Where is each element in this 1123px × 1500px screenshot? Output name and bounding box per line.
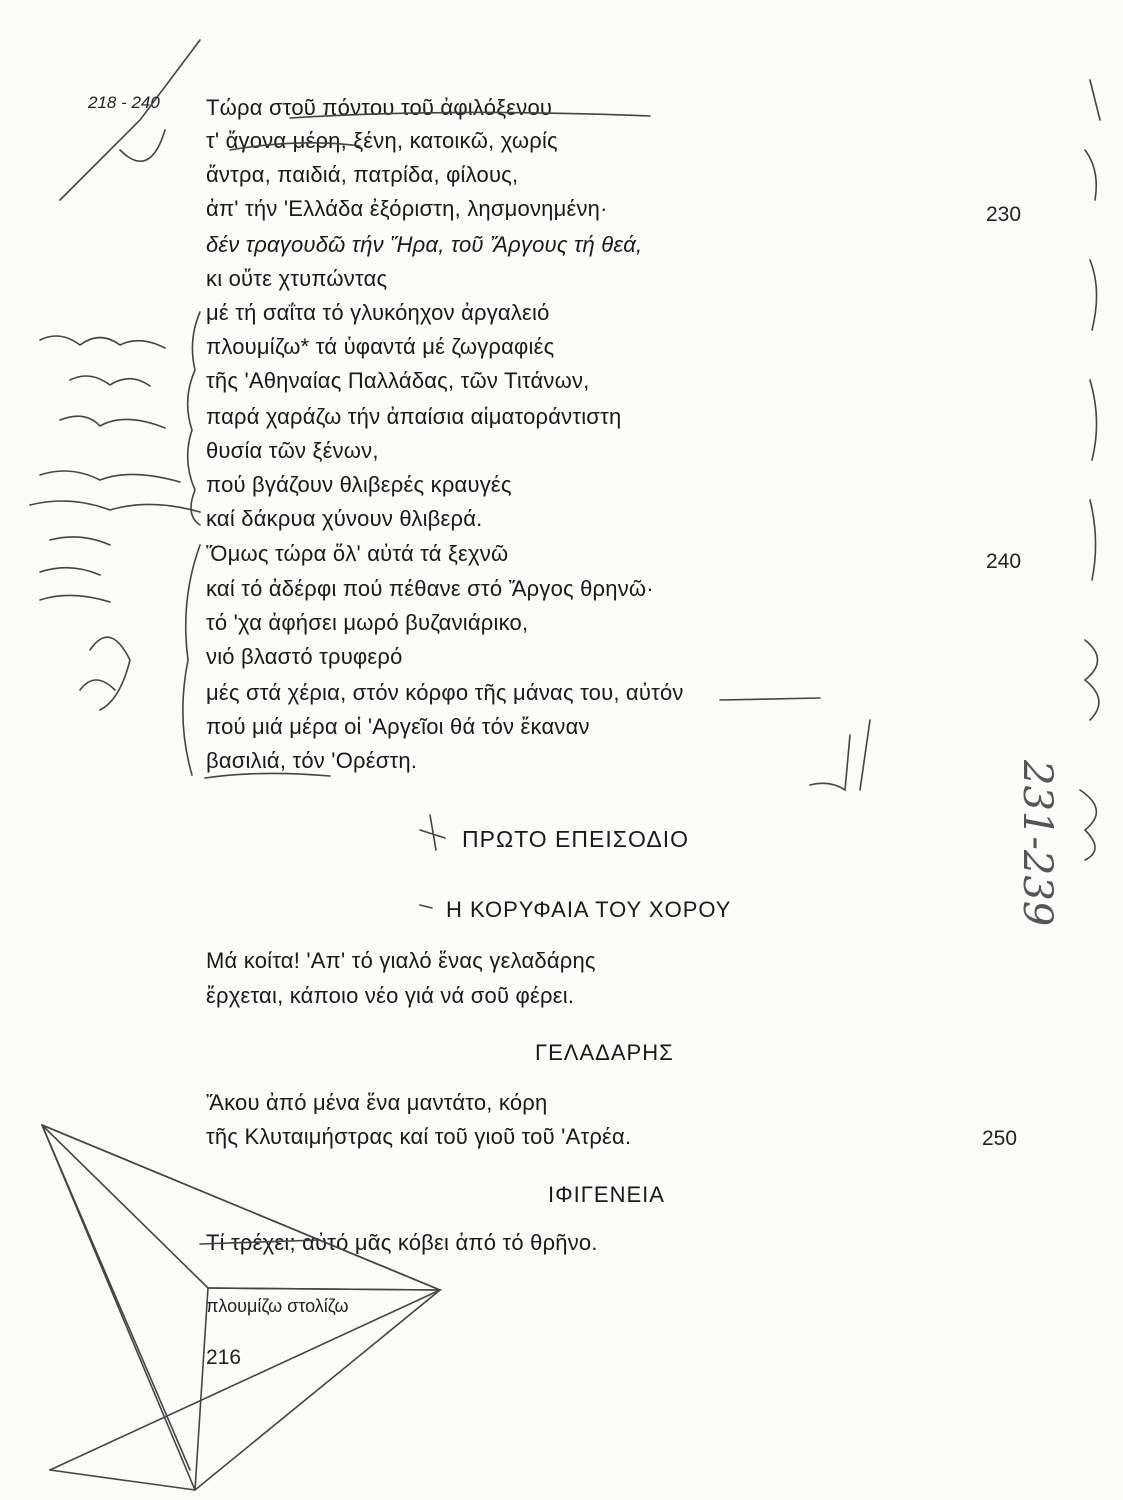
handwritten-margin-range: 231-239	[1014, 760, 1060, 927]
verse-line: πού βγάζουν θλιβερές κραυγές	[206, 472, 512, 497]
page-number: 216	[206, 1346, 242, 1369]
verse-line: ἀπ' τήν 'Ελλάδα ἐξόριστη, λησμονημένη·	[206, 196, 608, 221]
line-number-230: 230	[986, 203, 1022, 226]
verse-line: μές στά χέρια, στόν κόρφο τῆς μάνας του, αὐτόν	[206, 680, 684, 705]
line-range: 218 - 240	[88, 93, 160, 112]
speaker-koryphaia: Η ΚΟΡΥΦΑΙΑ ΤΟΥ ΧΟΡΟΥ	[446, 897, 732, 922]
verse-line: τ' ἄγονα μέρη, ξένη, κατοικῶ, χωρίς	[206, 128, 558, 153]
verse-line: δέν τραγουδῶ τήν Ἥρα, τοῦ Ἄργους τή θεά,	[206, 232, 643, 257]
line-number-240: 240	[986, 550, 1022, 573]
verse-line: κι οὔτε χτυπώντας	[206, 266, 388, 291]
koryphaia-line-1: Μά κοίτα! 'Απ' τό γιαλό ἕνας γελαδάρης	[206, 948, 596, 973]
verse-line: θυσία τῶν ξένων,	[206, 438, 379, 463]
verse-line: τῆς 'Αθηναίας Παλλάδας, τῶν Τιτάνων,	[206, 368, 590, 393]
section-title: ΠΡΩΤΟ ΕΠΕΙΣΟΔΙΟ	[462, 826, 690, 852]
verse-line: νιό βλαστό τρυφερό	[206, 644, 403, 669]
verse-line: Τώρα στοῦ πόντου τοῦ ἀφιλόξενου	[206, 95, 553, 120]
footnote: πλουμίζω στολίζω	[206, 1296, 349, 1316]
koryphaia-line-2: ἔρχεται, κάποιο νέο γιά νά σοῦ φέρει.	[206, 983, 575, 1008]
verse-line: πού μιά μέρα οἱ 'Αργεῖοι θά τόν ἔκαναν	[206, 714, 590, 739]
verse-line: βασιλιά, τόν 'Ορέστη.	[206, 748, 418, 773]
line-number-250: 250	[982, 1127, 1018, 1150]
speaker-geladaris: ΓΕΛΑΔΑΡΗΣ	[535, 1040, 674, 1065]
verse-line: Ὅμως τώρα ὅλ' αὐτά τά ξεχνῶ	[206, 541, 509, 566]
verse-line: ἄντρα, παιδιά, πατρίδα, φίλους,	[206, 162, 519, 187]
speaker-ifigeneia: ΙΦΙΓΕΝΕΙΑ	[548, 1182, 665, 1207]
verse-line: τό 'χα ἀφήσει μωρό βυζανιάρικο,	[206, 610, 529, 635]
verse-line: καί τό ἀδέρφι πού πέθανε στό Ἄργος θρηνῶ·	[206, 576, 654, 601]
verse-line: καί δάκρυα χύνουν θλιβερά.	[206, 506, 483, 531]
ifigeneia-line-1: Τί τρέχει; αὐτό μᾶς κόβει ἀπό τό θρῆνο.	[206, 1230, 598, 1255]
geladaris-line-1: Ἄκου ἀπό μένα ἕνα μαντάτο, κόρη	[206, 1090, 548, 1115]
geladaris-line-2: τῆς Κλυταιμήστρας καί τοῦ γιοῦ τοῦ 'Ατρέα.	[206, 1124, 632, 1149]
verse-line: πλουμίζω* τά ὑφαντά μέ ζωγραφιές	[206, 334, 555, 359]
verse-line: μέ τή σαΐτα τό γλυκόηχον ἀργαλειό	[206, 300, 550, 325]
verse-line: παρά χαράζω τήν ἀπαίσια αἱματοράντιστη	[206, 404, 622, 429]
